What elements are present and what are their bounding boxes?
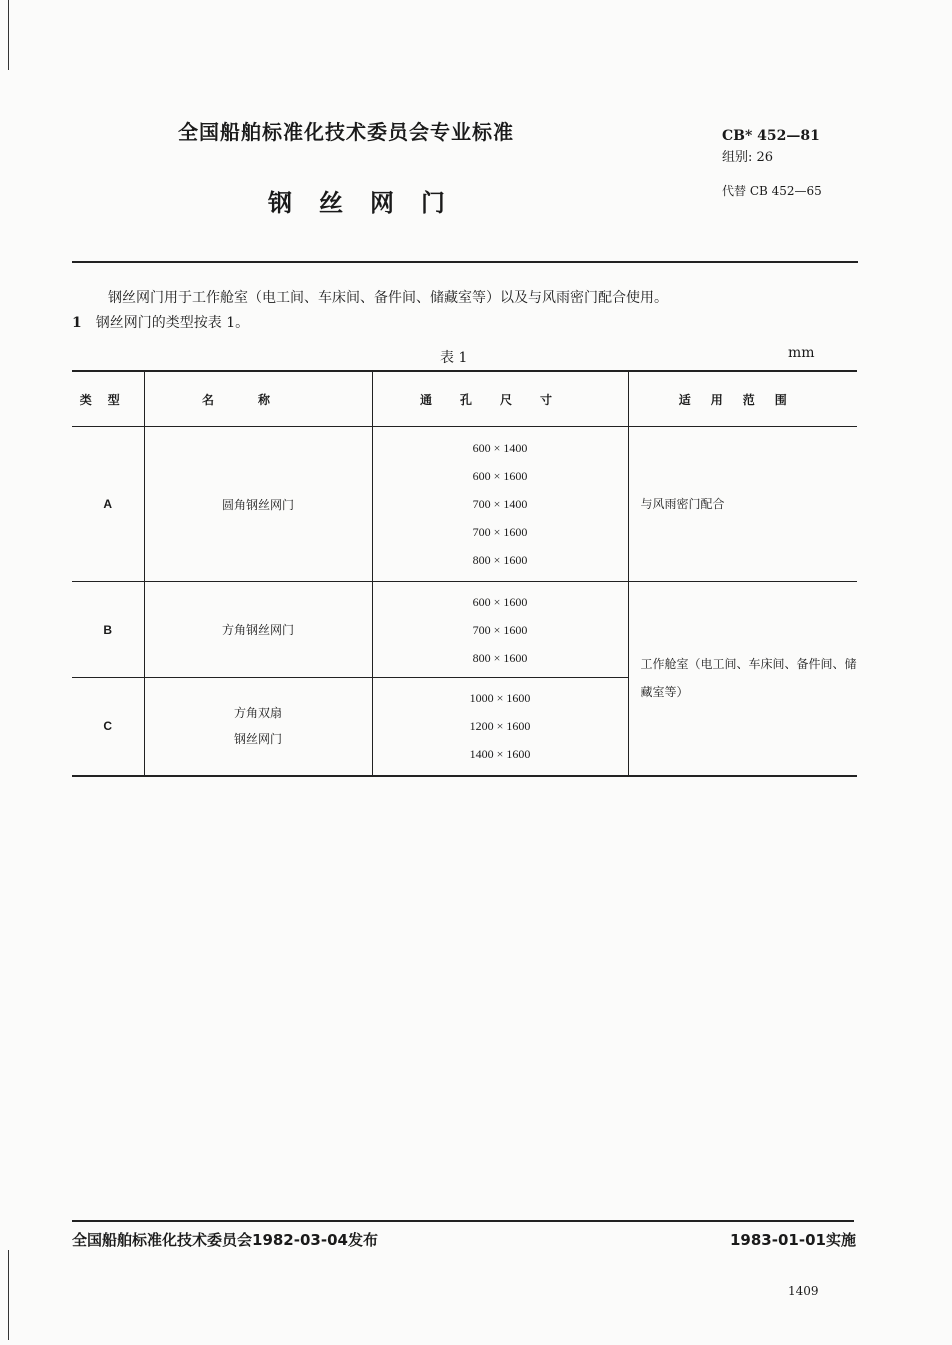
footer-rule: [72, 1220, 854, 1222]
size-value: 800 × 1600: [472, 553, 528, 567]
organization-title: 全国船舶标准化技术委员会专业标准: [178, 120, 514, 144]
replaces-label: 代替 CB 452—65: [722, 184, 822, 198]
clause-text: 钢丝网门的类型按表 1。: [95, 315, 250, 331]
type-cell: C: [72, 678, 144, 776]
document-title: 钢丝网门: [268, 189, 472, 217]
size-cell: [372, 582, 628, 678]
effective-date: 1983-01-01实施: [730, 1231, 856, 1249]
clause-number: 1: [72, 315, 82, 331]
header-name: 名称: [144, 371, 372, 427]
name-line: 钢丝网门: [233, 732, 282, 747]
header-rule: [72, 261, 858, 263]
intro-paragraph: 钢丝网门用于工作舱室（电工间、车床间、备件间、储藏室等）以及与风雨密门配合使用。: [108, 290, 668, 306]
unit-label: mm: [788, 345, 815, 361]
size-value: 700 × 1600: [472, 622, 528, 637]
scan-margin-mark: [8, 0, 9, 70]
door-type-table: [72, 370, 857, 777]
size-value: 600 × 1400: [472, 441, 528, 455]
group-label: 组别: 26: [722, 150, 774, 165]
range-cell: 与风雨密门配合: [628, 427, 857, 582]
header-size: 通孔尺寸: [372, 371, 628, 427]
name-cell: [144, 678, 372, 776]
publish-date: 全国船舶标准化技术委员会1982-03-04发布: [72, 1231, 378, 1249]
size-cell: [372, 678, 628, 776]
scan-margin-mark: [8, 1250, 9, 1340]
clause-1: [72, 312, 249, 332]
table-row: [72, 582, 857, 678]
size-value: 1200 × 1600: [469, 719, 531, 734]
range-cell: 工作舱室（电工间、车床间、备件间、储藏室等）: [628, 582, 857, 776]
page-number: 1409: [788, 1284, 819, 1298]
name-line: 方角双扇: [233, 706, 282, 721]
table-header-row: [72, 371, 857, 427]
size-value: 1000 × 1600: [469, 691, 531, 706]
size-value: 700 × 1400: [472, 497, 528, 511]
size-value: 700 × 1600: [472, 525, 528, 539]
table-row: [72, 427, 857, 582]
size-value: 600 × 1600: [472, 594, 528, 609]
name-cell: 方角钢丝网门: [144, 582, 372, 678]
type-cell: B: [72, 582, 144, 678]
standard-code: CB* 452—81: [722, 128, 820, 144]
header-range: 适用范围: [628, 371, 857, 427]
table-caption: 表 1: [440, 350, 468, 366]
size-value: 600 × 1600: [472, 469, 528, 483]
size-value: 800 × 1600: [472, 650, 528, 665]
name-cell: 圆角钢丝网门: [144, 427, 372, 582]
type-cell: A: [72, 427, 144, 582]
header-type: 类型: [72, 371, 144, 427]
size-value: 1400 × 1600: [469, 747, 531, 762]
size-cell: [372, 427, 628, 582]
